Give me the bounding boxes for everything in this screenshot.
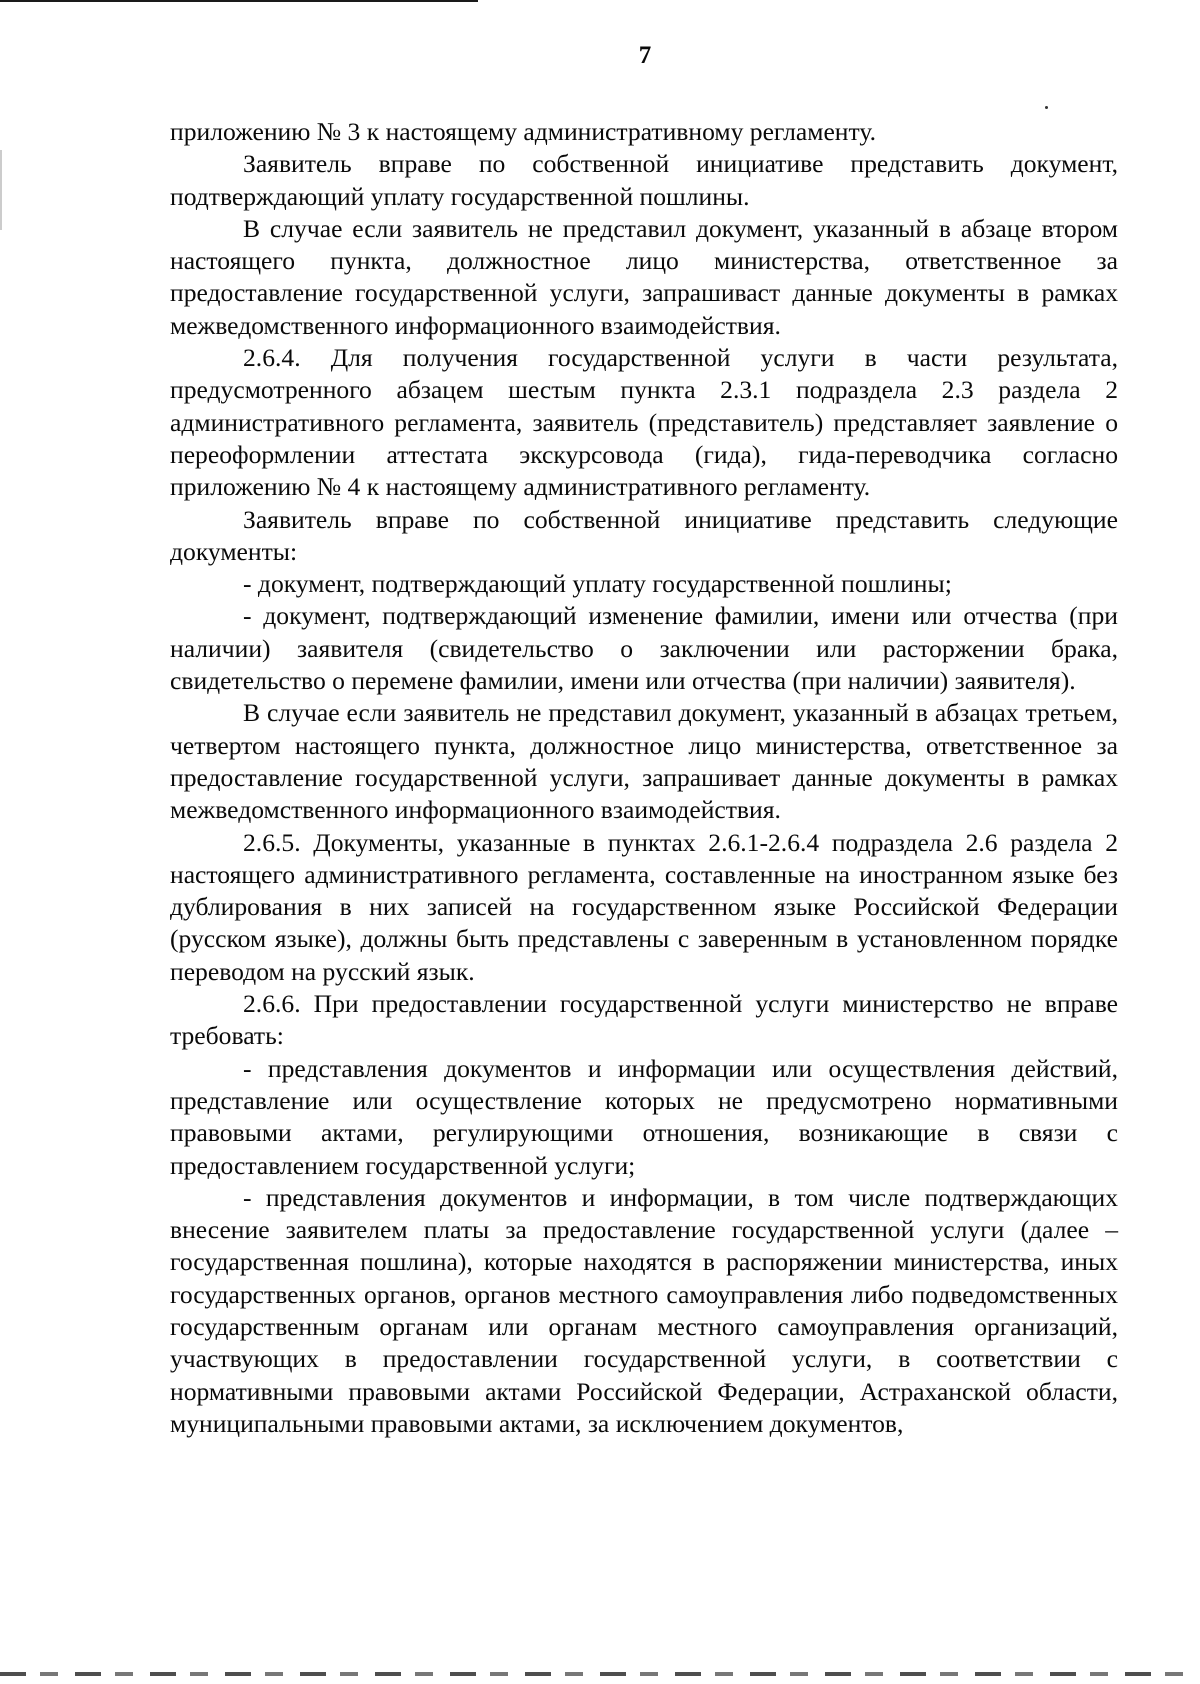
paragraph: В случае если заявитель не представил документ, указанный в абзацах третьем, четвертом настоящего пункта, должностное лицо министерства, ответственное за предоставление государственной услуги, запрашивает данные документы в рамках межведомственного информационного взаимодействия.	[170, 698, 1118, 825]
document-body	[170, 116, 1118, 1440]
paragraph: Заявитель вправе по собственной инициативе представить следующие документы:	[170, 504, 1118, 566]
list-item: - представления документов и информации или осуществления действий, представление или осуществление которых не предусмотрено нормативными правовыми актами, регулирующими отношения, возникающие в связи с предоставлением государственной услуги;	[170, 1053, 1118, 1180]
scan-artifact-left-edge	[0, 150, 2, 230]
paragraph: Заявитель вправе по собственной инициативе представить документ, подтверждающий уплату государственной пошлины.	[170, 149, 1118, 211]
list-item: - документ, подтверждающий изменение фамилии, имени или отчества (при наличии) заявителя (свидетельство о заключении или расторжении брака, свидетельство о перемене фамилии, имени или отчества (при наличии) заявителя).	[170, 601, 1118, 696]
paragraph: 2.6.5. Документы, указанные в пунктах 2.6.1-2.6.4 подраздела 2.6 раздела 2 настоящего административного регламента, составленные на иностранном языке без дублирования в них записей на государственном языке Российской Федерации (русском языке), должны быть представлены с заверенным в установленном порядке переводом на русский язык.	[170, 827, 1118, 986]
scan-artifact-dot	[1045, 106, 1048, 109]
list-item: - представления документов и информации, в том числе подтверждающих внесение заявителем платы за предоставление государственной услуги (далее – государственная пошлина), которые находятся в распоряжении министерства, иных государственных органов, органов местного самоуправления либо подведомственных государственным органам или органам местного самоуправления организаций, участвующих в предоставлении государственной услуги, в соответствии с нормативными правовыми актами Российской Федерации, Астраханской области, муниципальными правовыми актами, за исключением документов,	[170, 1182, 1118, 1438]
paragraph: 2.6.4. Для получения государственной услуги в части результата, предусмотренного абзацем шестым пункта 2.3.1 подраздела 2.3 раздела 2 административного регламента, заявитель (представитель) представляет заявление о переоформлении аттестата экскурсовода (гида), гида-переводчика согласно приложению № 4 к настоящему административного регламенту.	[170, 343, 1118, 502]
page-number: 7	[638, 42, 652, 69]
paragraph: приложению № 3 к настоящему административному регламенту.	[170, 117, 876, 146]
list-item: - документ, подтверждающий уплату государственной пошлины;	[243, 569, 952, 599]
scan-artifact-top-line	[0, 0, 478, 2]
paragraph: 2.6.6. При предоставлении государственной услуги министерство не вправе требовать:	[170, 989, 1118, 1051]
scan-artifact-bottom-noise	[0, 1672, 1200, 1676]
paragraph: В случае если заявитель не представил документ, указанный в абзаце втором настоящего пункта, должностное лицо министерства, ответственное за предоставление государственной услуги, запрашиваст данные документы в рамках межведомственного информационного взаимодействия.	[170, 213, 1118, 340]
